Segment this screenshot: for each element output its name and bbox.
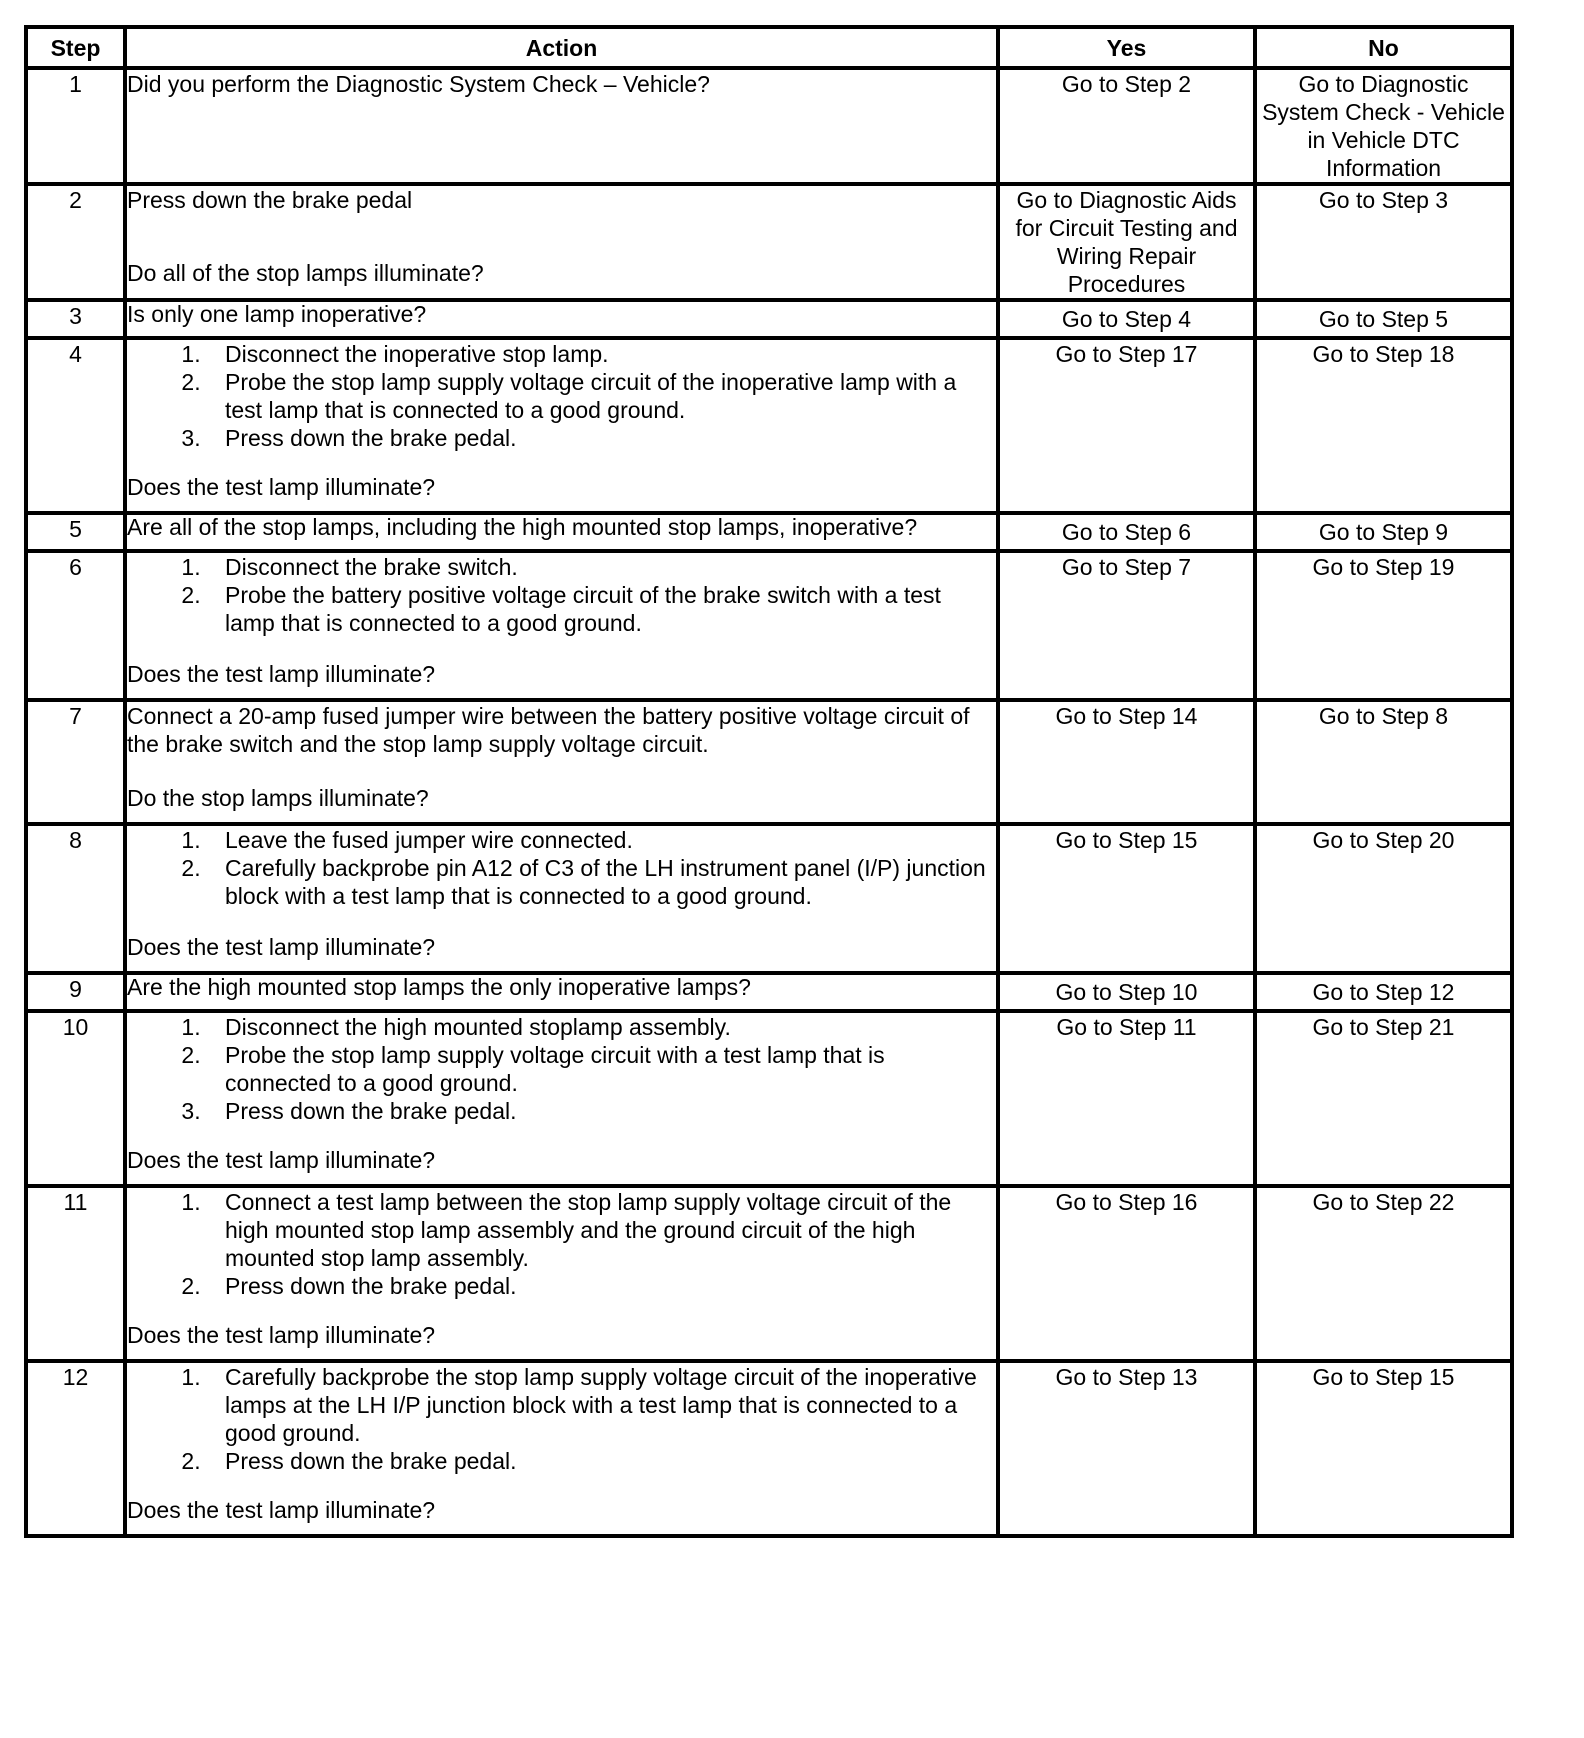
list-item-text: Carefully backprobe the stop lamp supply voltage circuit of the inoperative lamps at the LH I/P junction block with a test lamp that is connected to a good ground. <box>225 1364 977 1446</box>
action-question: Does the test lamp illuminate? <box>127 1497 436 1523</box>
list-item-number: 2. <box>181 582 201 608</box>
yes-outcome <box>998 513 1255 551</box>
list-item-text: Press down the brake pedal. <box>225 1273 517 1299</box>
header-no: No <box>1255 27 1512 68</box>
list-item-text: Press down the brake pedal. <box>225 425 517 451</box>
action-cell <box>125 513 998 551</box>
list-item-text: Probe the stop lamp supply voltage circuit of the inoperative lamp with a test lamp that is connected to a good ground. <box>225 369 957 423</box>
list-item-number: 2. <box>181 1448 201 1474</box>
table-row <box>26 513 1512 551</box>
no-outcome <box>1255 513 1512 551</box>
header-yes: Yes <box>998 27 1255 68</box>
action-text: Press down the brake pedal <box>127 187 413 213</box>
action-question: Does the test lamp illuminate? <box>127 1322 436 1348</box>
action-cell <box>125 551 998 700</box>
no-outcome <box>1255 1011 1512 1186</box>
action-question: Are all of the stop lamps, including the high mounted stop lamps, inoperative? <box>127 514 918 540</box>
yes-outcome <box>998 1011 1255 1186</box>
action-steps-list <box>127 826 996 910</box>
yes-outcome <box>998 551 1255 700</box>
action-cell <box>125 1011 998 1186</box>
action-text: Did you perform the Diagnostic System Check – Vehicle? <box>127 71 710 97</box>
no-outcome <box>1255 700 1512 824</box>
list-item <box>127 1363 996 1447</box>
table-row <box>26 68 1512 184</box>
step-number: 6 <box>26 551 125 700</box>
list-item-number: 1. <box>181 1189 201 1215</box>
action-cell <box>125 338 998 513</box>
table-row <box>26 551 1512 700</box>
step-number: 2 <box>26 184 125 300</box>
step-number: 11 <box>26 1186 125 1361</box>
action-cell <box>125 1361 998 1536</box>
list-item-text: Probe the stop lamp supply voltage circuit with a test lamp that is connected to a good ground. <box>225 1042 885 1096</box>
list-item-text: Connect a test lamp between the stop lamp supply voltage circuit of the high mounted stop lamp assembly and the ground circuit of the high mounted stop lamp assembly. <box>225 1189 952 1271</box>
list-item <box>127 1447 996 1475</box>
action-question: Do all of the stop lamps illuminate? <box>127 260 484 286</box>
list-item-text: Press down the brake pedal. <box>225 1448 517 1474</box>
list-item-number: 2. <box>181 855 201 881</box>
table-row <box>26 338 1512 513</box>
no-outcome-text: Go to Diagnostic System Check - Vehicle in Vehicle DTC Information <box>1262 71 1505 181</box>
no-outcome-text: Go to Step 9 <box>1318 519 1449 545</box>
no-outcome-text: Go to Step 18 <box>1312 341 1455 367</box>
yes-outcome <box>998 68 1255 184</box>
list-item-text: Press down the brake pedal. <box>225 1098 517 1124</box>
step-number: 7 <box>26 700 125 824</box>
no-outcome <box>1255 68 1512 184</box>
list-item-text: Leave the fused jumper wire connected. <box>225 827 633 853</box>
table-row <box>26 700 1512 824</box>
no-outcome-text: Go to Step 5 <box>1318 306 1449 332</box>
list-item <box>127 854 996 910</box>
list-item <box>127 1013 996 1041</box>
list-item-number: 1. <box>181 1364 201 1390</box>
list-item <box>127 1188 996 1272</box>
list-item <box>127 1097 996 1125</box>
action-cell <box>125 824 998 973</box>
action-steps-list <box>127 1188 996 1300</box>
yes-outcome-text: Go to Step 16 <box>1055 1189 1198 1215</box>
list-item-number: 1. <box>181 827 201 853</box>
no-outcome <box>1255 184 1512 300</box>
action-cell <box>125 700 998 824</box>
yes-outcome <box>998 1361 1255 1536</box>
no-outcome <box>1255 300 1512 338</box>
table-header-row <box>26 27 1512 68</box>
no-outcome <box>1255 1186 1512 1361</box>
list-item <box>127 581 996 637</box>
table-row <box>26 1011 1512 1186</box>
action-cell <box>125 184 998 300</box>
list-item <box>127 826 996 854</box>
action-cell <box>125 973 998 1011</box>
step-number: 9 <box>26 973 125 1011</box>
list-item-number: 3. <box>181 1098 201 1124</box>
list-item-text: Disconnect the high mounted stoplamp assembly. <box>225 1014 731 1040</box>
list-item-number: 2. <box>181 1273 201 1299</box>
action-cell <box>125 1186 998 1361</box>
yes-outcome <box>998 700 1255 824</box>
no-outcome-text: Go to Step 20 <box>1312 827 1455 853</box>
step-number: 4 <box>26 338 125 513</box>
yes-outcome <box>998 300 1255 338</box>
no-outcome-text: Go to Step 19 <box>1312 554 1455 580</box>
table-body <box>26 68 1512 1536</box>
list-item-number: 1. <box>181 554 201 580</box>
no-outcome-text: Go to Step 22 <box>1312 1189 1455 1215</box>
table-row <box>26 300 1512 338</box>
list-item-number: 1. <box>181 341 201 367</box>
yes-outcome-text: Go to Step 7 <box>1061 554 1192 580</box>
action-question: Does the test lamp illuminate? <box>127 474 436 500</box>
step-number: 8 <box>26 824 125 973</box>
step-number: 12 <box>26 1361 125 1536</box>
list-item-text: Disconnect the brake switch. <box>225 554 518 580</box>
list-item <box>127 553 996 581</box>
no-outcome <box>1255 824 1512 973</box>
list-item <box>127 424 996 452</box>
list-item <box>127 368 996 424</box>
action-text: Connect a 20-amp fused jumper wire between the battery positive voltage circuit of the brake switch and the stop lamp supply voltage circuit. <box>127 703 970 757</box>
action-question: Does the test lamp illuminate? <box>127 1147 436 1173</box>
table-row <box>26 184 1512 300</box>
yes-outcome-text: Go to Step 13 <box>1055 1364 1198 1390</box>
header-step: Step <box>26 27 125 68</box>
action-question: Does the test lamp illuminate? <box>127 934 436 960</box>
yes-outcome-text: Go to Diagnostic Aids for Circuit Testing and Wiring Repair Procedures <box>1015 187 1238 297</box>
yes-outcome-text: Go to Step 14 <box>1055 703 1198 729</box>
list-item-number: 3. <box>181 425 201 451</box>
step-number: 10 <box>26 1011 125 1186</box>
yes-outcome <box>998 184 1255 300</box>
action-question: Are the high mounted stop lamps the only inoperative lamps? <box>127 974 751 1000</box>
action-steps-list <box>127 553 996 637</box>
action-steps-list <box>127 340 996 452</box>
list-item <box>127 1272 996 1300</box>
list-item-number: 1. <box>181 1014 201 1040</box>
list-item-text: Carefully backprobe pin A12 of C3 of the LH instrument panel (I/P) junction block with a test lamp that is connected to a good ground. <box>225 855 986 909</box>
no-outcome <box>1255 551 1512 700</box>
list-item-text: Probe the battery positive voltage circuit of the brake switch with a test lamp that is connected to a good ground. <box>225 582 941 636</box>
table-row <box>26 824 1512 973</box>
no-outcome-text: Go to Step 8 <box>1318 703 1449 729</box>
action-question: Does the test lamp illuminate? <box>127 661 436 687</box>
header-action: Action <box>125 27 998 68</box>
diagnostic-table <box>24 25 1514 1538</box>
action-cell <box>125 68 998 184</box>
no-outcome <box>1255 973 1512 1011</box>
yes-outcome-text: Go to Step 11 <box>1056 1014 1197 1040</box>
no-outcome-text: Go to Step 15 <box>1312 1364 1455 1390</box>
list-item <box>127 340 996 368</box>
action-steps-list <box>127 1013 996 1125</box>
no-outcome <box>1255 338 1512 513</box>
no-outcome <box>1255 1361 1512 1536</box>
step-number: 1 <box>26 68 125 184</box>
yes-outcome <box>998 1186 1255 1361</box>
list-item-number: 2. <box>181 1042 201 1068</box>
yes-outcome <box>998 338 1255 513</box>
step-number: 3 <box>26 300 125 338</box>
no-outcome-text: Go to Step 21 <box>1312 1014 1455 1040</box>
no-outcome-text: Go to Step 12 <box>1312 979 1455 1005</box>
list-item-number: 2. <box>181 369 201 395</box>
yes-outcome-text: Go to Step 2 <box>1061 71 1192 97</box>
table-row <box>26 1186 1512 1361</box>
yes-outcome-text: Go to Step 4 <box>1061 306 1192 332</box>
action-cell <box>125 300 998 338</box>
yes-outcome <box>998 973 1255 1011</box>
list-item <box>127 1041 996 1097</box>
table-row <box>26 973 1512 1011</box>
step-number: 5 <box>26 513 125 551</box>
table-row <box>26 1361 1512 1536</box>
no-outcome-text: Go to Step 3 <box>1318 187 1449 213</box>
action-question: Do the stop lamps illuminate? <box>127 785 429 811</box>
action-steps-list <box>127 1363 996 1475</box>
list-item-text: Disconnect the inoperative stop lamp. <box>225 341 609 367</box>
action-question: Is only one lamp inoperative? <box>127 301 427 327</box>
yes-outcome-text: Go to Step 10 <box>1055 979 1198 1005</box>
yes-outcome-text: Go to Step 15 <box>1055 827 1198 853</box>
yes-outcome <box>998 824 1255 973</box>
yes-outcome-text: Go to Step 17 <box>1055 341 1198 367</box>
yes-outcome-text: Go to Step 6 <box>1061 519 1192 545</box>
